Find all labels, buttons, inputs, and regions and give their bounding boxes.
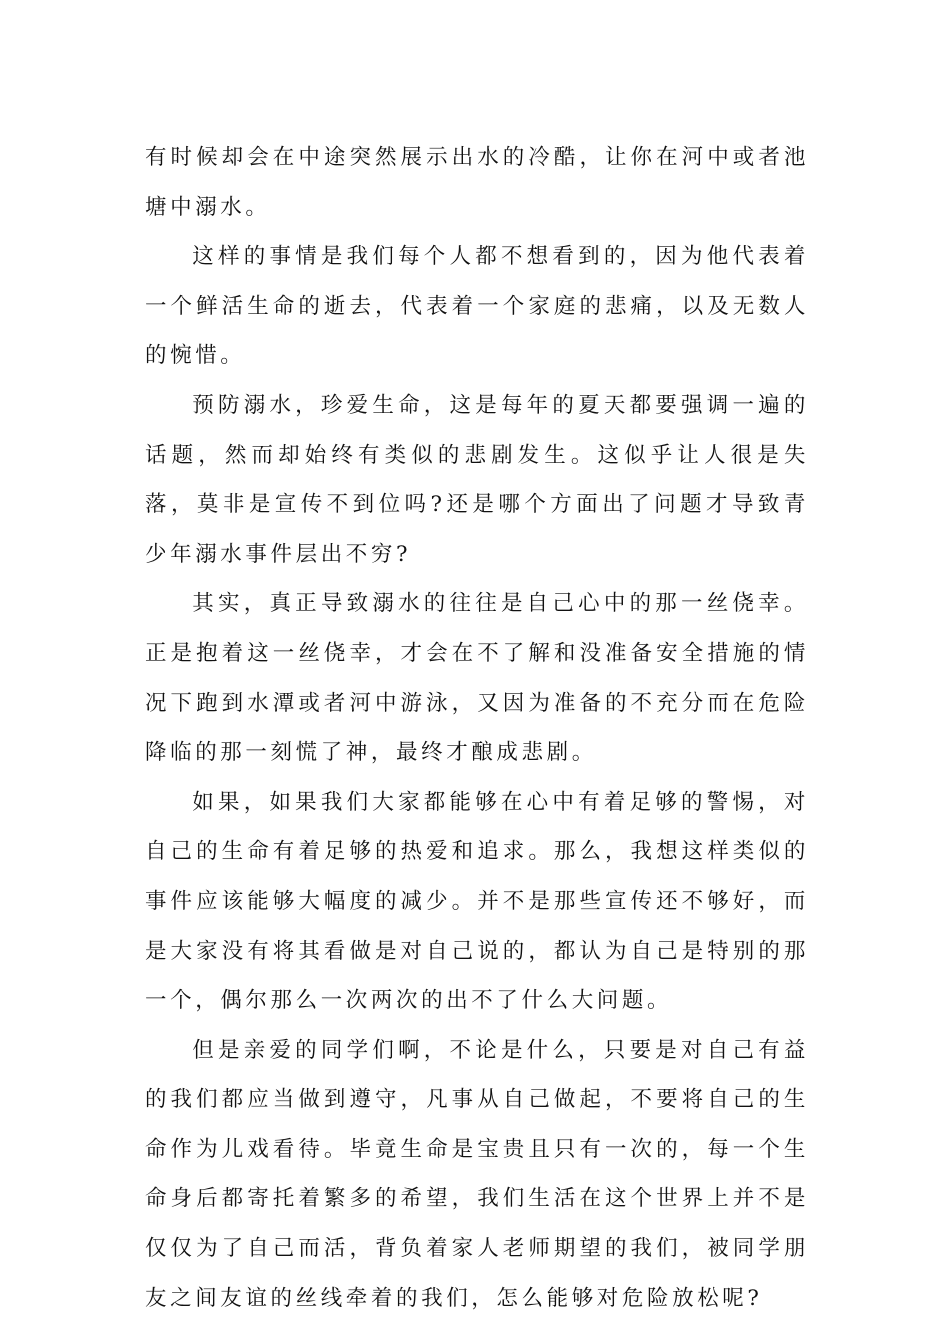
paragraph-1: 有时候却会在中途突然展示出水的冷酷，让你在河中或者池塘中溺水。: [145, 145, 809, 220]
paragraph-4: 其实，真正导致溺水的往往是自己心中的那一丝侥幸。正是抱着这一丝侥幸，才会在不了解和没准备安全措施的情况下跑到水潭或者河中游泳，又因为准备的不充分而在危险降临的那一刻慌了神，最终才酿成悲剧。: [145, 591, 809, 766]
paragraph-5: 如果，如果我们大家都能够在心中有着足够的警惕，对自己的生命有着足够的热爱和追求。那么，我想这样类似的事件应该能够大幅度的减少。并不是那些宣传还不够好，而是大家没有将其看做是对自己说的，都认为自己是特别的那一个，偶尔那么一次两次的出不了什么大问题。: [145, 789, 809, 1014]
document-body: [145, 133, 809, 1323]
paragraph-2: 这样的事情是我们每个人都不想看到的，因为他代表着一个鲜活生命的逝去，代表着一个家庭的悲痛，以及无数人的惋惜。: [145, 244, 809, 369]
paragraph-6: 但是亲爱的同学们啊，不论是什么，只要是对自己有益的我们都应当做到遵守，凡事从自己做起，不要将自己的生命作为儿戏看待。毕竟生命是宝贵且只有一次的，每一个生命身后都寄托着繁多的希望，我们生活在这个世界上并不是仅仅为了自己而活，背负着家人老师期望的我们，被同学朋友之间友谊的丝线牵着的我们，怎么能够对危险放松呢?: [145, 1037, 809, 1311]
paragraph-3: 预防溺水，珍爱生命，这是每年的夏天都要强调一遍的话题，然而却始终有类似的悲剧发生。这似乎让人很是失落，莫非是宣传不到位吗?还是哪个方面出了问题才导致青少年溺水事件层出不穷?: [145, 392, 809, 567]
